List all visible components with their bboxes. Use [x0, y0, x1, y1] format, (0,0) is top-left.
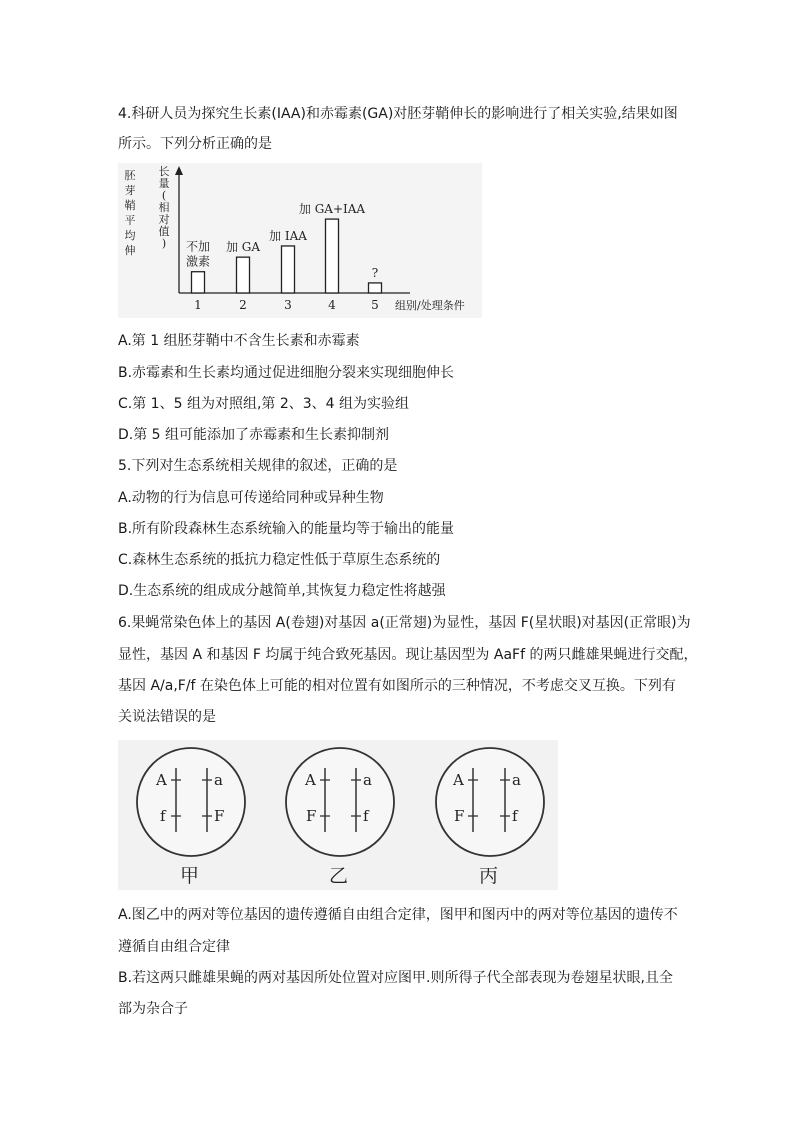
gene-label: A — [305, 771, 316, 789]
category-label: 5 — [371, 298, 379, 312]
q4-option-a: A.第 1 组胚芽鞘中不含生长素和赤霉素 — [118, 333, 360, 349]
gene-label: a — [363, 771, 372, 789]
chromosome-diagrams — [118, 740, 558, 890]
q4-stem-line2: 所示。下列分析正确的是 — [118, 136, 272, 152]
bar-chart — [118, 163, 482, 318]
bar-3 — [282, 246, 295, 293]
q6-stem-line2: 显性，基因 A 和基因 F 均属于纯合致死基因。现让基因型为 AaFf 的两只雌雄果蝇进行交配， — [118, 647, 698, 663]
q4-option-b: B.赤霉素和生长素均通过促进细胞分裂来实现细胞伸长 — [118, 365, 455, 381]
ylabel-char: 均 — [124, 229, 136, 242]
q6-option-a-line1: A.图乙中的两对等位基因的遗传遵循自由组合定律，图甲和图丙中的两对等位基因的遗传不 — [118, 907, 678, 923]
q4-option-d: D.第 5 组可能添加了赤霉素和生长素抑制剂 — [118, 427, 390, 443]
ylabel-char: 平 — [124, 214, 136, 227]
bar-1 — [192, 272, 205, 293]
gene-label: f — [160, 807, 166, 825]
gene-label: F — [214, 807, 225, 825]
ylabel-char: ( — [161, 189, 167, 202]
category-label: 3 — [284, 298, 292, 312]
bar-label: 不加 — [185, 239, 211, 254]
ylabel-char: 值 — [158, 225, 170, 238]
gene-label: a — [512, 771, 521, 789]
q5-option-b: B.所有阶段森林生态系统输入的能量均等于输出的能量 — [118, 521, 455, 537]
bar-label: 激素 — [185, 254, 211, 269]
bar-5 — [369, 283, 382, 293]
cell-name: 乙 — [329, 865, 349, 887]
cell-name: 丙 — [479, 865, 499, 887]
bar-label: ? — [371, 265, 379, 280]
ylabel-char: 鞘 — [124, 199, 136, 212]
gene-label: a — [214, 771, 223, 789]
q6-option-b-line1: B.若这两只雌雄果蝇的两对基因所处位置对应图甲.则所得子代全部表现为卷翅星状眼,且全 — [118, 970, 673, 986]
bar-2 — [237, 257, 250, 293]
ylabel-char: 量 — [158, 177, 170, 190]
category-label: 2 — [239, 298, 247, 312]
q6-stem-line4: 关说法错误的是 — [118, 709, 216, 725]
chart-ylabel-right — [159, 165, 170, 250]
gene-label: A — [156, 771, 167, 789]
cell-yi — [286, 748, 394, 887]
q4-stem-line1: 4.科研人员为探究生长素(IAA)和赤霉素(GA)对胚芽鞘伸长的影响进行了相关实验,结果如图 — [118, 106, 678, 122]
q4-option-c: C.第 1、5 组为对照组,第 2、3、4 组为实验组 — [118, 396, 410, 412]
q5-stem: 5.下列对生态系统相关规律的叙述，正确的是 — [118, 458, 398, 474]
cell-name: 甲 — [180, 865, 200, 887]
q6-stem-line1: 6.果蝇常染色体上的基因 A(卷翅)对基因 a(正常翅)为显性，基因 F(星状眼)对基因(正常眼)为 — [118, 615, 691, 631]
ylabel-char: 胚 — [124, 169, 136, 182]
bar-label: 加 GA — [225, 240, 261, 255]
cell-jia — [137, 748, 245, 887]
q5-option-d: D.生态系统的组成成分越简单,其恢复力稳定性将越强 — [118, 583, 446, 599]
category-label: 1 — [194, 298, 202, 312]
gene-label: f — [363, 807, 369, 825]
chart-ylabel-left — [125, 169, 137, 257]
bar-label: 加 IAA — [269, 228, 307, 243]
q5-option-c: C.森林生态系统的抵抗力稳定性低于草原生态系统的 — [118, 552, 441, 568]
bar-label: 加 GA+IAA — [298, 202, 366, 217]
bar-4 — [326, 219, 339, 293]
gene-label: f — [512, 807, 518, 825]
q6-stem-line3: 基因 A/a,F/f 在染色体上可能的相对位置有如图所示的三种情况，不考虑交叉互换。下列有 — [118, 678, 676, 694]
q6-option-a-line2: 遵循自由组合定律 — [118, 939, 230, 955]
gene-label: F — [454, 807, 465, 825]
gene-label: A — [453, 771, 464, 789]
chart-xlabel: 组别/处理条件 — [395, 299, 465, 312]
ylabel-char: 对 — [158, 213, 170, 226]
q6-option-b-line2: 部为杂合子 — [118, 1001, 188, 1017]
cell-bing — [436, 748, 544, 887]
ylabel-char: ) — [161, 237, 167, 250]
ylabel-char: 相 — [158, 201, 170, 214]
ylabel-char: 长 — [158, 165, 170, 178]
q5-option-a: A.动物的行为信息可传递给同种或异种生物 — [118, 490, 384, 506]
category-label: 4 — [328, 298, 336, 312]
gene-label: F — [306, 807, 317, 825]
y-axis-arrow — [175, 166, 183, 175]
ylabel-char: 芽 — [124, 184, 136, 197]
ylabel-char: 伸 — [124, 244, 136, 257]
